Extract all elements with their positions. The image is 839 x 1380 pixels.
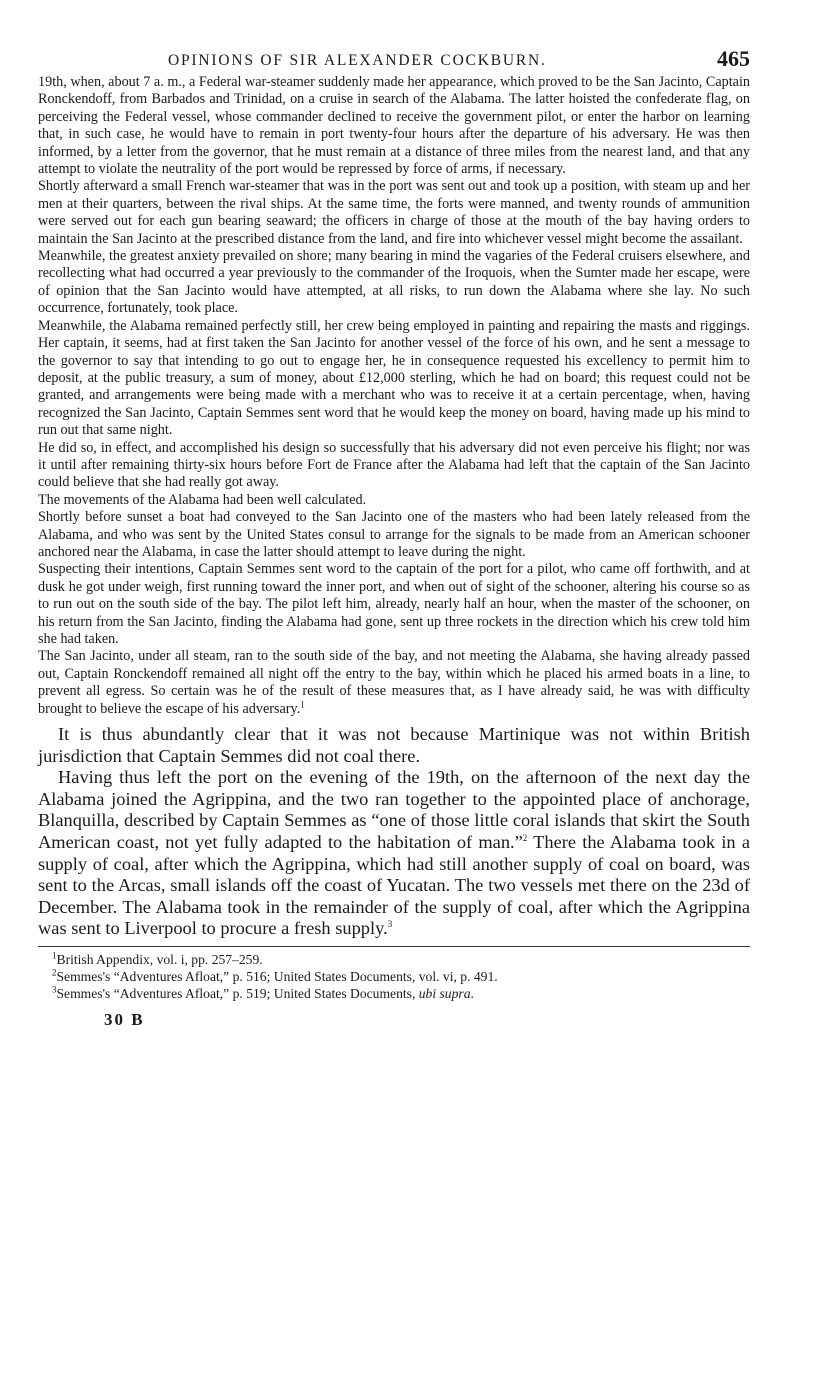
quote-paragraph: Meanwhile, the greatest anxiety prevailed on shore; many bearing in mind the vagaries of the Federal cruisers elsewhere, and recollecting what had occurred a year previously to the commander of the Iroquois, when the Sumter made her escape, were of opinion that the San Jacinto would have attempted, at all risks, to run down the Alabama where she lay. No such occurrence, fortunately, took place. — [38, 248, 750, 317]
body-paragraph-text: There the Alabama took in a supply of coal, after which the Agrippina, which had still another supply of coal on board, was sent to the Arcas, small islands off the coast of Yucatan. The two vessels met there on the 23d of December. The Alabama took in the remainder of the supply of coal, after which the Agrippina was sent to Liverpool to procure a fresh supply. — [38, 832, 750, 939]
footnote-mark: 3 — [52, 984, 57, 995]
footnote — [52, 951, 750, 968]
footnote-mark: 2 — [52, 967, 57, 978]
footnote-text: . — [470, 985, 474, 1001]
footnote — [52, 968, 750, 985]
footnote-text: Semmes's “Adventures Afloat,” p. 516; United States Documents, vol. vi, p. 491. — [56, 968, 498, 984]
quote-paragraph-text: The San Jacinto, under all steam, ran to the south side of the bay, and not meeting the Alabama, she having already passed out, Captain Ronckendoff remained all night off the entry to the bay, within which he placed his armed boats in a line, to prevent all egress. So certain was he of the result of these measures that, as I have already said, he was with difficulty brought to believe the escape of his adversary. — [38, 648, 750, 717]
footnote-text-italic: ubi supra — [418, 985, 471, 1001]
quote-paragraph-last — [38, 648, 750, 718]
footnote-ref: 2 — [522, 832, 528, 843]
main-text — [38, 724, 750, 940]
page-header — [38, 42, 750, 74]
footnote-text: British Appendix, vol. i, pp. 257–259. — [56, 951, 263, 967]
running-title: OPINIONS OF SIR ALEXANDER COCKBURN. — [168, 52, 547, 69]
page-number: 465 — [717, 46, 750, 71]
quote-paragraph: Shortly afterward a small French war-steamer that was in the port was sent out and took up a position, with steam up and her men at their quarters, between the rival ships. At the same time, the forts were manned, and twenty rounds of ammunition were served out for each gun bearing seaward; the officers in charge of those at the mouth of the bay having orders to maintain the San Jacinto at the prescribed distance from the land, and fire into whichever vessel might become the assailant. — [38, 178, 750, 247]
footnote-text: Semmes's “Adventures Afloat,” p. 519; United States Documents, — [56, 985, 419, 1001]
quoted-extract — [38, 74, 750, 718]
footnote-ref: 1 — [300, 698, 305, 709]
footnote-ref: 3 — [387, 919, 393, 930]
quote-paragraph: Suspecting their intentions, Captain Semmes sent word to the captain of the port for a pilot, who came off forthwith, and at dusk he got under weigh, first running toward the inner port, and when out of sight of the schooner, altering his course so as to run out on the south side of the bay. The pilot left him, already, nearly half an hour, when the master of the schooner, on his return from the San Jacinto, finding the Alabama had gone, sent up three rockets in the direction which his crew told him she had taken. — [38, 561, 750, 647]
body-paragraph-text: Having thus left the port on the evening of the 19th, on the afternoon of the next day the Alabama joined the Agrippina, and the two ran together to the appointed place of anchorage, Blanquilla, described by Captain Semmes as “one of those little coral islands that skirt the South American coast, not yet fully adapted to the habitation of man.” — [38, 767, 750, 852]
quote-paragraph: He did so, in effect, and accomplished his design so successfully that his adversary did not even perceive his flight; nor was it until after remaining thirty-six hours before Fort de France after the Alabama had left that the captain of the San Jacinto could believe that she had really got away. — [38, 439, 750, 491]
footnotes — [38, 951, 750, 1002]
quote-paragraph: Meanwhile, the Alabama remained perfectly still, her crew being employed in painting and repairing the masts and riggings. Her captain, it seems, had at first taken the San Jacinto for another vessel of the force of his own, and he sent a message to the governor to say that intending to go out to engage her, he in consequence requested his excellency to permit him to deposit, at the public treasury, a sum of money, about £12,000 sterling, which he had on board; this request could not be granted, and arrangements were being made with a merchant who was to receive it at a certain percentage, when, having recognized the San Jacinto, Captain Semmes sent word that he would keep the money on board, having made up his mind to run out that same night. — [38, 317, 750, 439]
footnote-divider — [38, 946, 750, 947]
body-paragraph: It is thus abundantly clear that it was not because Martinique was not within British jurisdiction that Captain Semmes did not coal there. — [38, 724, 750, 766]
footnote-mark: 1 — [52, 950, 57, 961]
quote-paragraph: 19th, when, about 7 a. m., a Federal war-steamer suddenly made her appearance, which proved to be the San Jacinto, Captain Ronckendoff, from Barbados and Trinidad, on a cruise in search of the Alabama. The latter hoisted the confederate flag, on perceiving the Federal vessel, whose commander declined to receive the government pilot, or enter the harbor on learning that, in such case, he would have to remain in port twenty-four hours after the departure of his adversary. He was then informed, by a letter from the governor, that he must remain at a distance of three miles from the nearest land, and that any attempt to violate the neutrality of the port would be repressed by force of arms, if necessary. — [38, 74, 750, 178]
footnote — [52, 985, 750, 1002]
quote-paragraph: Shortly before sunset a boat had conveyed to the San Jacinto one of the masters who had been lately released from the Alabama, and who was sent by the United States consul to arrange for the signals to be made from an American schooner anchored near the Alabama, in case the latter should attempt to leave during the night. — [38, 509, 750, 560]
signature-mark: 30 B — [104, 1009, 145, 1029]
body-paragraph — [38, 767, 750, 940]
quote-paragraph: The movements of the Alabama had been well calculated. — [38, 491, 367, 508]
book-page — [38, 42, 750, 1030]
